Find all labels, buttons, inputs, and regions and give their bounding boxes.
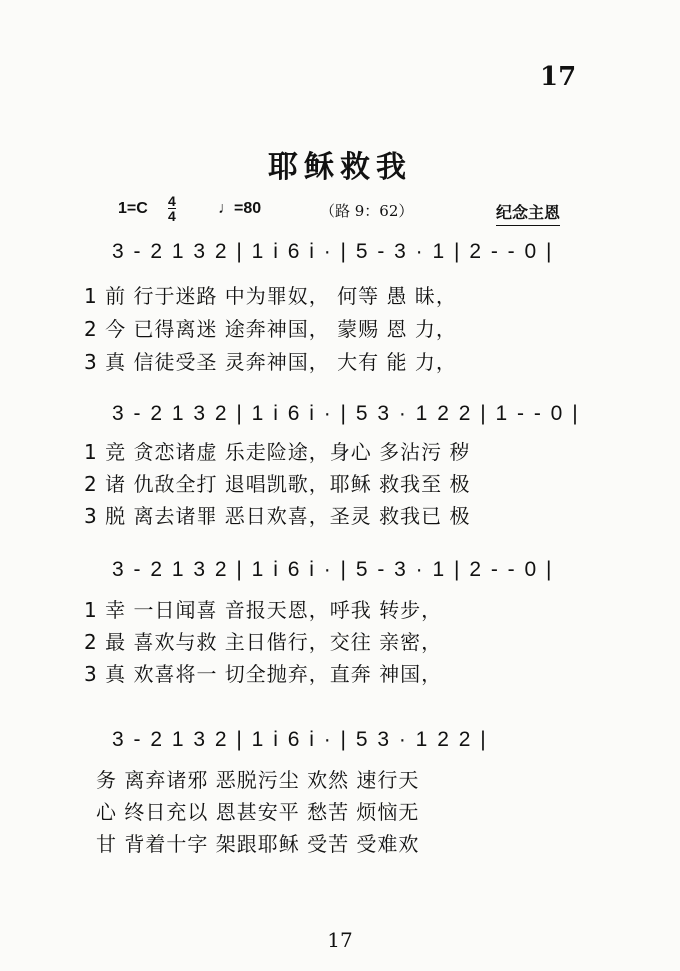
theme-label: 纪念主恩 — [496, 200, 560, 226]
notation-line: 3 - 2 1 3 2 | 1 i 6 i · | 5 - 3 · 1 | 2 - - 0 | — [112, 558, 553, 581]
lyric-line: 务 离弃诸邪 恶脱污尘 欢然 速行天 — [96, 768, 420, 792]
notation-line: 3 - 2 1 3 2 | 1 i 6 i · | 5 3 · 1 2 2 | — [112, 728, 487, 751]
lyric-line: 3 真 欢喜将一 切全抛弃，直奔 神国， — [84, 662, 443, 686]
time-signature-top: 4 — [168, 193, 176, 209]
lyric-line: 2 今 已得离迷 途奔神国， 蒙赐 恩 力， — [84, 317, 457, 341]
lyric-line: 1 幸 一日闻喜 音报天恩，呼我 转步， — [84, 598, 443, 622]
lyric-line: 甘 背着十字 架跟耶稣 受苦 受难欢 — [96, 832, 420, 856]
lyric-line: 心 终日充以 恩甚安平 愁苦 烦恼无 — [96, 800, 420, 824]
time-signature — [168, 194, 176, 223]
page-number-top: 17 — [540, 62, 577, 92]
key-signature: 1=C — [118, 200, 148, 217]
lyric-line: 2 最 喜欢与救 主日偕行，交往 亲密， — [84, 630, 443, 654]
notation-line: 3 - 2 1 3 2 | 1 i 6 i · | 5 - 3 · 1 | 2 - - 0 | — [112, 240, 553, 263]
hymn-title: 耶稣救我 — [268, 150, 412, 185]
lyric-line: 3 脱 离去诸罪 恶日欢喜，圣灵 救我已 极 — [84, 504, 471, 528]
page-number-bottom: 17 — [327, 928, 353, 952]
lyric-line: 1 竞 贪恋诸虚 乐走险途，身心 多沾污 秽 — [84, 440, 471, 464]
lyric-line: 1 前 行于迷路 中为罪奴， 何等 愚 昧， — [84, 284, 457, 308]
tempo-marking: ♩=80 — [218, 200, 262, 217]
lyric-line: 2 诸 仇敌全打 退唱凯歌，耶稣 救我至 极 — [84, 472, 471, 496]
time-signature-bottom: 4 — [168, 208, 176, 224]
scripture-reference: （路 9：62） — [320, 202, 414, 220]
lyric-line: 3 真 信徒受圣 灵奔神国， 大有 能 力， — [84, 350, 457, 374]
notation-line: 3 - 2 1 3 2 | 1 i 6 i · | 5 3 · 1 2 2 | 1 - - 0 | — [112, 402, 579, 425]
